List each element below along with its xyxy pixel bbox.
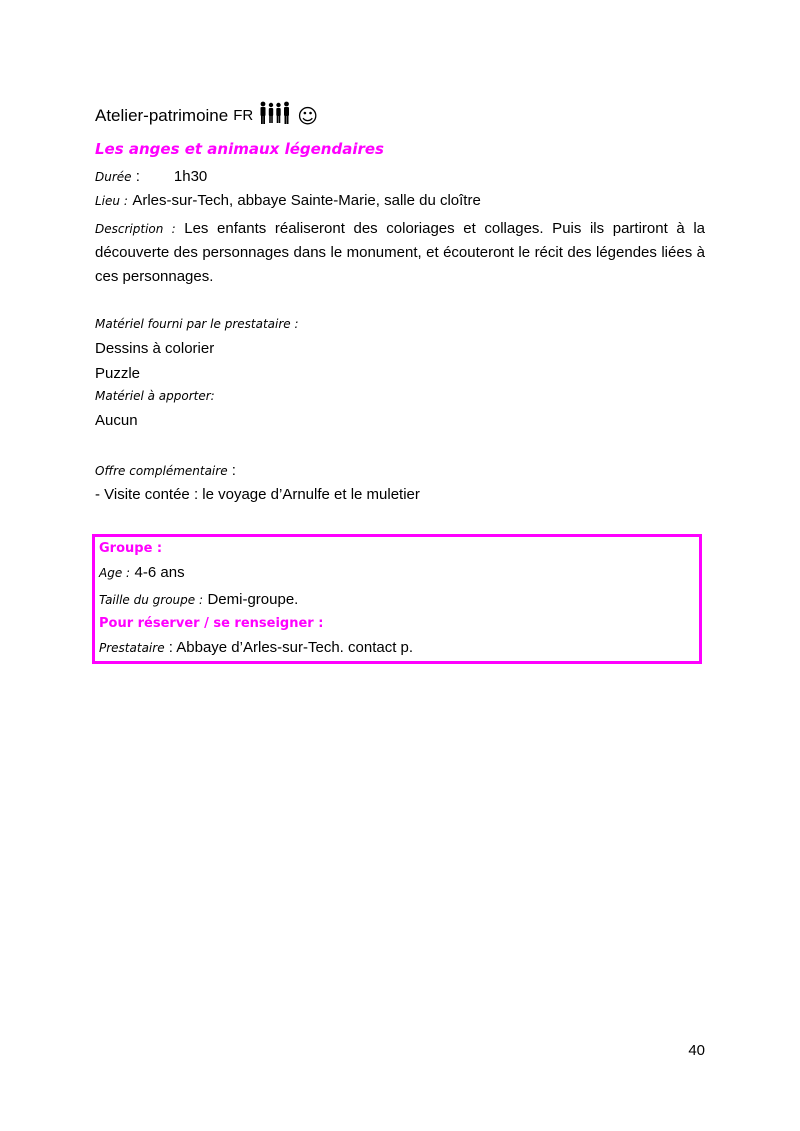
smiley-icon: ☺: [297, 103, 319, 128]
page-number: 40: [688, 1042, 705, 1059]
duration-sep: :: [131, 168, 140, 185]
age-label: Age :: [99, 566, 131, 580]
age-value: 4-6 ans: [134, 564, 185, 581]
offer-line: [95, 462, 236, 480]
provider-label: Prestataire: [99, 641, 165, 655]
description-text: Les enfants réaliseront des coloriages et collages. Puis ils partiront à la découverte des personnages dans le monument, et écouteront le récit des légendes liées à ces personnages.: [95, 220, 705, 285]
offer-label: Offre complémentaire: [95, 464, 228, 478]
group-size-value: Demi-groupe.: [207, 591, 299, 608]
duration-line: [95, 168, 207, 186]
duration-value: 1h30: [173, 168, 208, 185]
booking-heading: Pour réserver / se renseigner :: [99, 616, 324, 631]
provider-line: [99, 639, 413, 657]
age-line: [99, 564, 185, 582]
materials-provided-item: Dessins à colorier: [95, 340, 215, 357]
activity-title: Les anges et animaux légendaires: [95, 140, 384, 158]
group-heading: Groupe :: [99, 541, 163, 556]
group-size-line: [99, 591, 298, 609]
materials-provided-label: Matériel fourni par le prestataire :: [95, 317, 299, 331]
description-label: Description :: [95, 222, 176, 236]
family-icon: [259, 101, 291, 130]
materials-bring-label: Matériel à apporter:: [95, 389, 215, 403]
offer-value: - Visite contée : le voyage d’Arnulfe et le muletier: [95, 486, 420, 503]
materials-bring-value: Aucun: [95, 412, 138, 429]
group-size-label: Taille du groupe :: [99, 593, 204, 607]
group-info-box: [92, 534, 702, 664]
provider-sep: :: [164, 639, 177, 656]
place-line: [95, 192, 481, 210]
description-paragraph: [95, 217, 705, 289]
activity-type: Atelier-patrimoine: [95, 105, 229, 125]
activity-header: [95, 101, 318, 130]
provider-value: Abbaye d’Arles-sur-Tech. contact p.: [176, 639, 414, 656]
language-code: FR: [233, 107, 254, 124]
materials-provided-item: Puzzle: [95, 365, 141, 382]
place-label: Lieu :: [95, 194, 128, 208]
place-value: Arles-sur-Tech, abbaye Sainte-Marie, salle du cloître: [132, 192, 481, 209]
offer-label-sep: :: [227, 462, 236, 479]
duration-label: Durée: [95, 170, 132, 184]
